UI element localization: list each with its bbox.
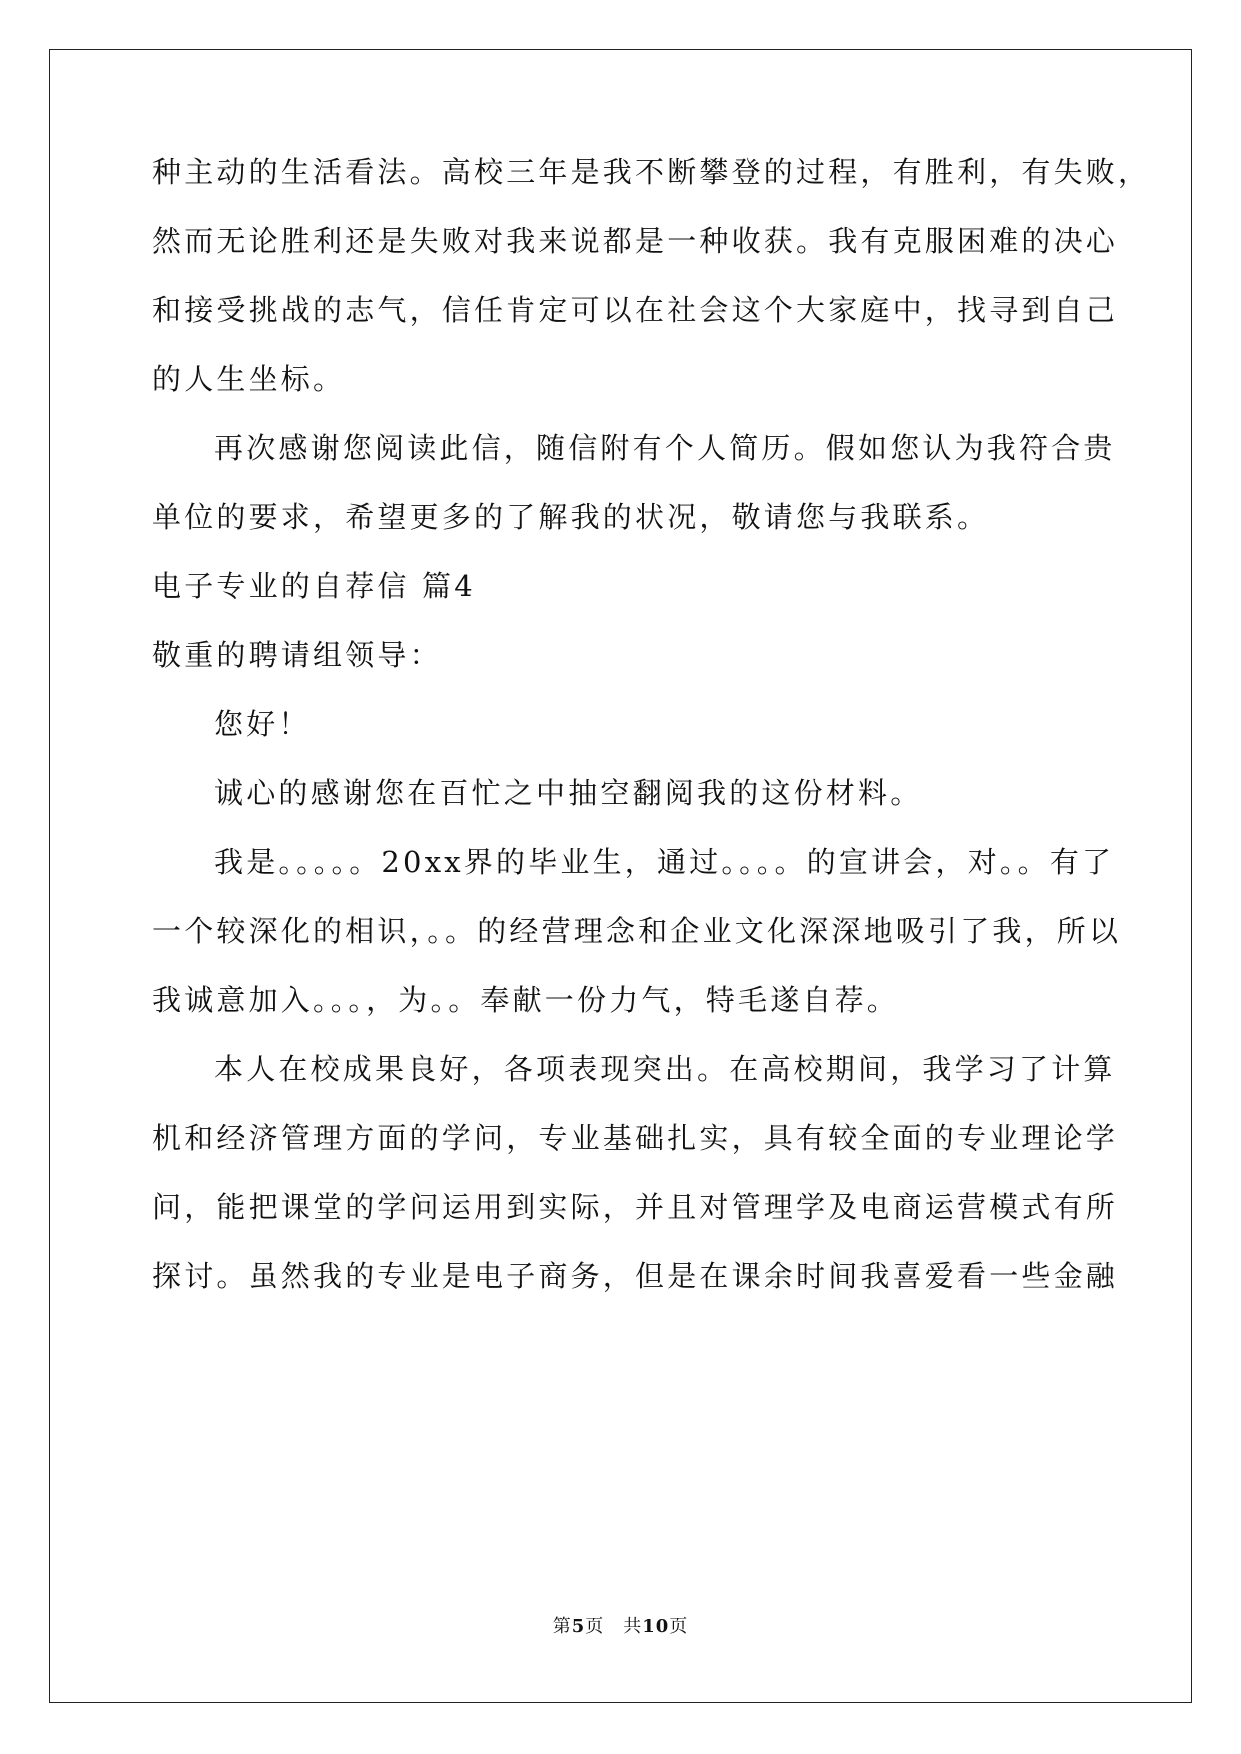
greeting: 您好！: [214, 707, 311, 741]
footer-suffix: 页: [669, 1616, 689, 1637]
text-line: 探讨。虽然我的专业是电子商务，但是在课余时间我喜爱看一些金融: [152, 1259, 1119, 1293]
text-line: 和接受挑战的志气，信任肯定可以在社会这个大家庭中，找寻到自己: [152, 293, 1119, 327]
text-line: 我诚意加入。。。，为。。奉献一份力气，特毛遂自荐。: [152, 983, 900, 1017]
text-line: 一个较深化的相识，。。的经营理念和企业文化深深地吸引了我，所以: [152, 914, 1122, 948]
total-pages: 10: [642, 1616, 670, 1637]
footer-prefix: 第: [552, 1616, 572, 1637]
salutation: 敬重的聘请组领导：: [152, 638, 442, 672]
text-line: 种主动的生活看法。高校三年是我不断攀登的过程，有胜利，有失败，: [152, 155, 1151, 189]
text-line: 机和经济管理方面的学问，专业基础扎实，具有较全面的专业理论学: [152, 1121, 1119, 1155]
text-line: 再次感谢您阅读此信，随信附有个人简历。假如您认为我符合贵: [214, 431, 1116, 465]
text-line: 我是。。。。。20xx界的毕业生，通过。。。。的宣讲会，对。。有了: [214, 845, 1115, 879]
page-number-footer: [0, 1612, 1241, 1638]
text-line: 单位的要求，希望更多的了解我的状况，敬请您与我联系。: [152, 500, 990, 534]
current-page: 5: [571, 1616, 586, 1637]
text-line: 本人在校成果良好，各项表现突出。在高校期间，我学习了计算: [214, 1052, 1116, 1086]
footer-mid: 页 共: [585, 1616, 643, 1637]
text-line: 然而无论胜利还是失败对我来说都是一种收获。我有克服困难的决心: [152, 224, 1119, 258]
text-line: 的人生坐标。: [152, 362, 346, 396]
text-line: 诚心的感谢您在百忙之中抽空翻阅我的这份材料。: [214, 776, 923, 810]
text-line: 问，能把课堂的学问运用到实际，并且对管理学及电商运营模式有所: [152, 1190, 1119, 1224]
section-heading: 电子专业的自荐信 篇4: [152, 569, 476, 603]
